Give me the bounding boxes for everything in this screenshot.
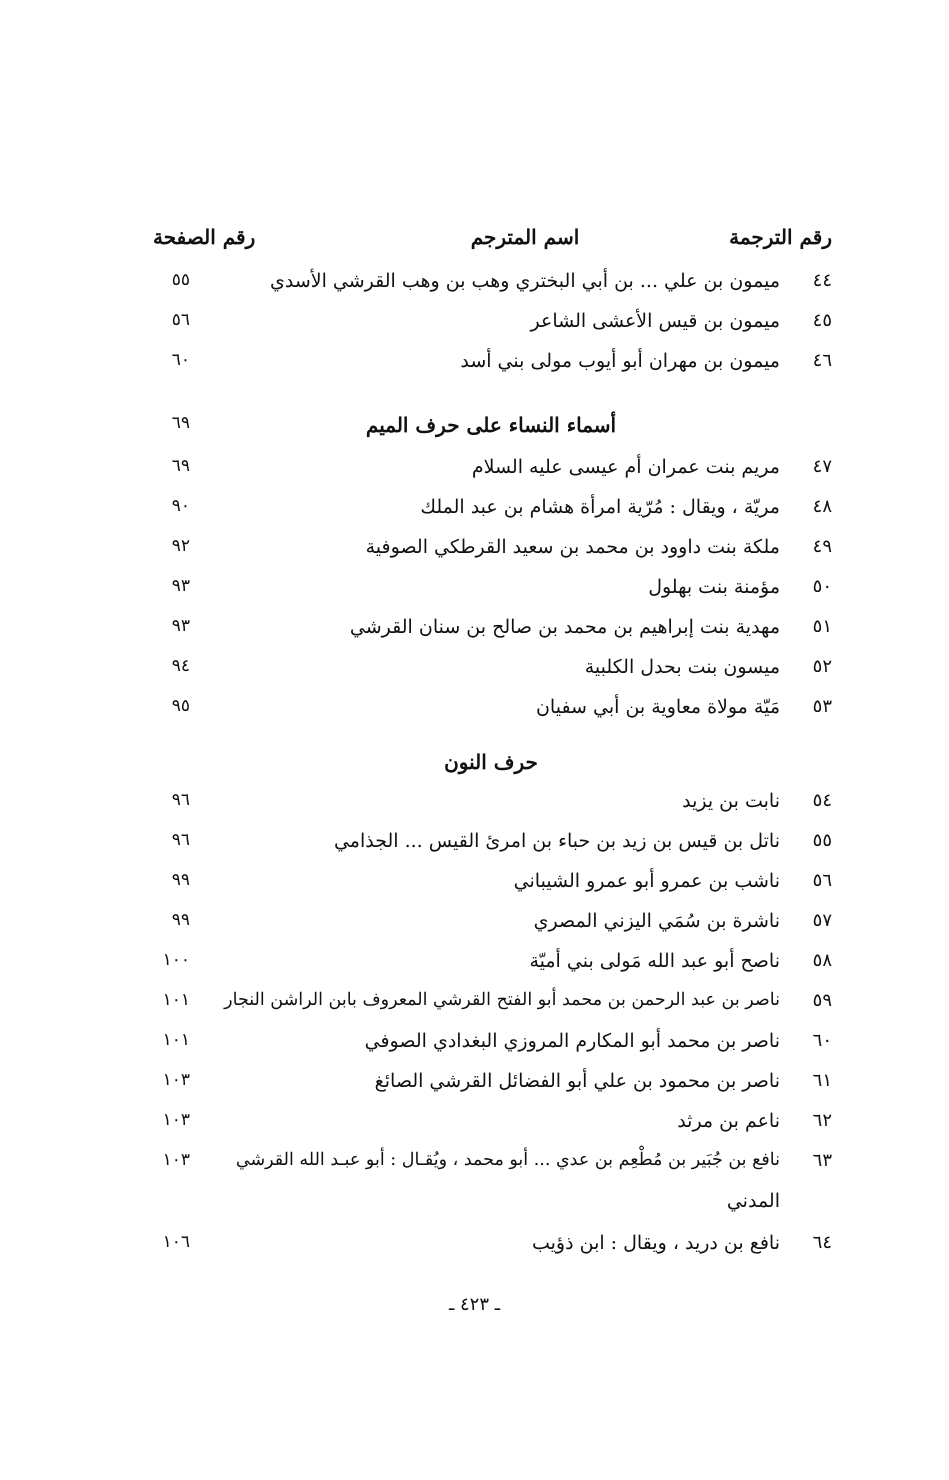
list-item bbox=[150, 616, 832, 656]
table-header bbox=[150, 225, 832, 265]
list-item bbox=[150, 1070, 832, 1110]
section-title: أسماء النساء على حرف الميم bbox=[365, 413, 617, 437]
list-item bbox=[150, 1232, 832, 1272]
entry-page: ٩٦ bbox=[171, 790, 190, 810]
entry-page: ٦٩ bbox=[171, 456, 190, 476]
entry-name: ناشرة بن سُمَي اليزني المصري bbox=[533, 910, 780, 932]
entry-number: ٥٩ bbox=[812, 990, 832, 1011]
entry-number: ٦٢ bbox=[812, 1110, 832, 1131]
header-page-number: رقم الصفحة bbox=[153, 225, 256, 249]
entry-name: مَيّة مولاة معاوية بن أبي سفيان bbox=[535, 696, 780, 718]
entry-page: ٩٢ bbox=[171, 536, 190, 556]
entry-number: ٤٧ bbox=[812, 456, 832, 477]
entry-name: ميسون بنت بحدل الكلبية bbox=[584, 656, 780, 678]
entry-number: ٥٤ bbox=[812, 790, 832, 811]
entry-number: ٦٠ bbox=[812, 1030, 832, 1051]
section-heading bbox=[150, 750, 832, 790]
entry-name: ناتل بن قيس بن زيد بن حباء بن امرئ القيس ... الجذامي bbox=[333, 830, 780, 852]
list-item bbox=[150, 1110, 832, 1150]
entry-name: نافع بن دريد ، ويقال : ابن ذؤيب bbox=[531, 1232, 780, 1254]
list-item bbox=[150, 270, 832, 310]
list-item bbox=[150, 990, 832, 1030]
entry-page: ٩٩ bbox=[171, 910, 190, 930]
entry-page: ٥٦ bbox=[171, 310, 190, 330]
entry-number: ٥٥ bbox=[812, 830, 832, 851]
list-item bbox=[150, 790, 832, 830]
entry-name: مهدية بنت إبراهيم بن محمد بن صالح بن سنان القرشي bbox=[349, 616, 780, 638]
entry-number: ٤٨ bbox=[812, 496, 832, 517]
entry-number: ٤٤ bbox=[812, 270, 832, 291]
entry-number: ٥٨ bbox=[812, 950, 832, 971]
entry-name: نافع بن جُبَير بن مُطْعِم بن عدي ... أبو محمد ، ويُقـال : أبو عبـد الله القرشي bbox=[235, 1150, 780, 1170]
list-item bbox=[150, 1030, 832, 1070]
entry-number: ٤٩ bbox=[812, 536, 832, 557]
page-number: ـ ٤٢٣ ـ bbox=[448, 1294, 500, 1315]
entry-page: ٩٤ bbox=[171, 656, 190, 676]
entry-name: نابت بن يزيد bbox=[682, 790, 780, 812]
entry-name: ناصر بن محمود بن علي أبو الفضائل القرشي الصائغ bbox=[374, 1070, 780, 1092]
entry-number: ٥٧ bbox=[812, 910, 832, 931]
entry-page: ١٠٣ bbox=[162, 1110, 190, 1130]
entry-name: مريّة ، ويقال : مُرّية امرأة هشام بن عبد الملك bbox=[420, 496, 780, 518]
entry-number: ٤٥ bbox=[812, 310, 832, 331]
entry-page: ٩٣ bbox=[171, 576, 190, 596]
entry-number: ٦٣ bbox=[812, 1150, 832, 1171]
header-translation-number: رقم الترجمة bbox=[729, 225, 832, 249]
entry-name: ميمون بن قيس الأعشى الشاعر bbox=[530, 310, 780, 332]
entry-number: ٥١ bbox=[812, 616, 832, 637]
entry-number: ٥٣ bbox=[812, 696, 832, 717]
list-item bbox=[150, 456, 832, 496]
entry-number: ٦١ bbox=[812, 1070, 832, 1091]
list-item bbox=[150, 350, 832, 390]
section-heading bbox=[150, 413, 832, 453]
entry-name: ناصر بن عبد الرحمن بن محمد أبو الفتح القرشي المعروف بابن الراشن النجار bbox=[224, 990, 780, 1010]
list-item bbox=[150, 950, 832, 990]
list-item bbox=[150, 310, 832, 350]
entry-page: ١٠٣ bbox=[162, 1150, 190, 1170]
list-item bbox=[150, 656, 832, 696]
header-name: اسم المترجم bbox=[470, 225, 580, 249]
entry-number: ٤٦ bbox=[812, 350, 832, 371]
list-item bbox=[150, 830, 832, 870]
list-item bbox=[150, 496, 832, 536]
entry-name: ميمون بن علي ... بن أبي البختري وهب بن وهب القرشي الأسدي bbox=[270, 270, 780, 292]
entry-page: ٩٣ bbox=[171, 616, 190, 636]
entry-name: مؤمنة بنت بهلول bbox=[648, 576, 780, 598]
entry-page: ١٠٣ bbox=[162, 1070, 190, 1090]
entry-page: ١٠٦ bbox=[162, 1232, 190, 1252]
list-item bbox=[150, 870, 832, 910]
entry-name: ناصر بن محمد أبو المكارم المروزي البغدادي الصوفي bbox=[364, 1030, 780, 1052]
entry-page: ٩٥ bbox=[171, 696, 190, 716]
entry-name: ناعم بن مرثد bbox=[677, 1110, 780, 1132]
entry-name: ناصح أبو عبد الله مَولى بني أميّة bbox=[529, 950, 780, 972]
entry-page: ١٠٠ bbox=[162, 950, 190, 970]
entry-name: ملكة بنت داوود بن محمد بن سعيد القرطكي الصوفية bbox=[365, 536, 780, 558]
entry-page: ٦٠ bbox=[171, 350, 190, 370]
entry-name-continuation: المدني bbox=[726, 1190, 780, 1212]
entry-number: ٥٠ bbox=[812, 576, 832, 597]
entry-name: ناشب بن عمرو أبو عمرو الشيباني bbox=[513, 870, 780, 892]
list-item bbox=[150, 536, 832, 576]
section-title: حرف النون bbox=[444, 750, 538, 774]
list-item bbox=[150, 576, 832, 616]
list-item bbox=[150, 910, 832, 950]
entry-name: ميمون بن مهران أبو أيوب مولى بني أسد bbox=[460, 350, 780, 372]
entry-page: ٩٩ bbox=[171, 870, 190, 890]
entry-name: مريم بنت عمران أم عيسى عليه السلام bbox=[471, 456, 780, 478]
entry-number: ٦٤ bbox=[812, 1232, 832, 1253]
entry-page: ١٠١ bbox=[162, 1030, 190, 1050]
list-item bbox=[150, 1150, 832, 1190]
entry-page: ٩٦ bbox=[171, 830, 190, 850]
entry-page: ٩٠ bbox=[171, 496, 190, 516]
entry-page: ١٠١ bbox=[162, 990, 190, 1010]
section-page: ٦٩ bbox=[171, 413, 190, 433]
entry-number: ٥٢ bbox=[812, 656, 832, 677]
entry-page: ٥٥ bbox=[171, 270, 190, 290]
list-item-continuation bbox=[150, 1190, 832, 1230]
entry-number: ٥٦ bbox=[812, 870, 832, 891]
list-item bbox=[150, 696, 832, 736]
